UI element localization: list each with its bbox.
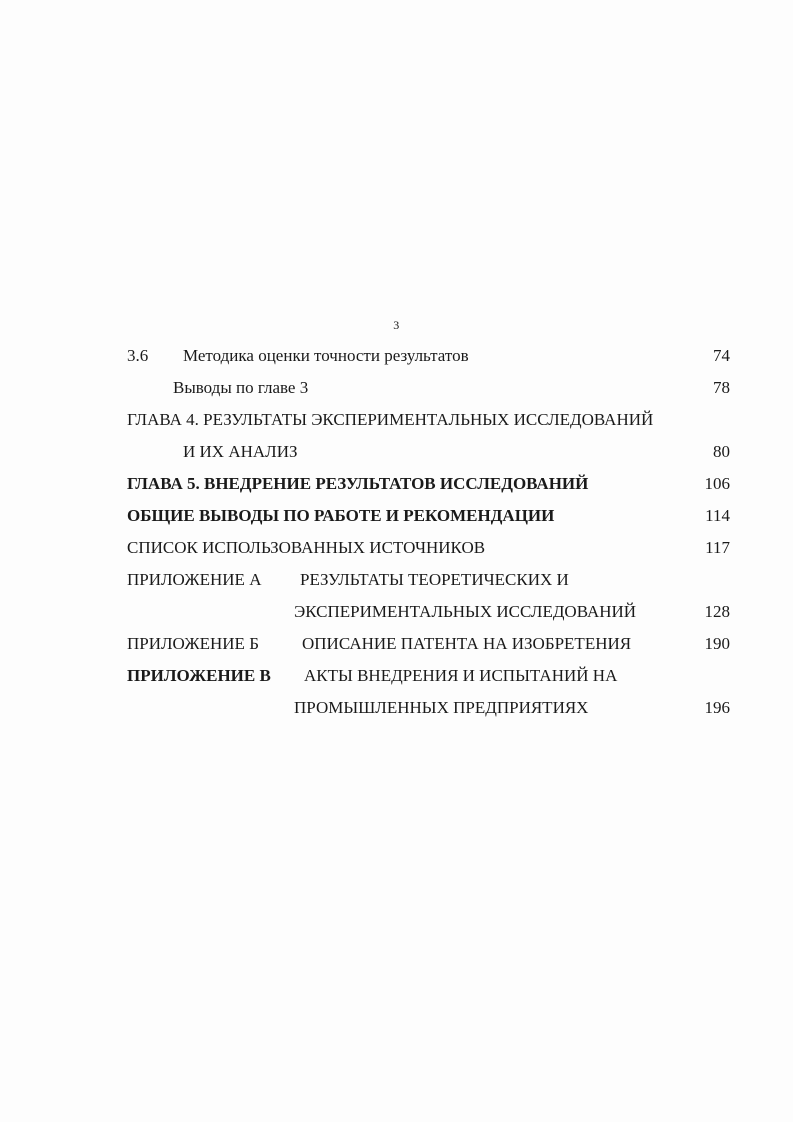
page-number: 3	[393, 318, 400, 332]
toc-chapter-title-continued: И ИХ АНАЛИЗ	[183, 442, 298, 461]
toc-appendix-label: ПРИЛОЖЕНИЕ Б	[127, 634, 259, 653]
toc-chapter-title: СПИСОК ИСПОЛЬЗОВАННЫХ ИСТОЧНИКОВ	[127, 538, 486, 557]
toc-page-number: 114	[705, 506, 730, 525]
toc-appendix-title-continued: ПРОМЫШЛЕННЫХ ПРЕДПРИЯТИЯХ	[294, 698, 589, 717]
toc-page-number: 78	[713, 378, 730, 397]
toc-page-number: 80	[713, 442, 730, 461]
toc-page-number: 106	[704, 474, 730, 493]
toc-page-number: 128	[704, 602, 730, 621]
toc-section-title: Методика оценки точности результатов	[183, 346, 469, 365]
toc-appendix-title: АКТЫ ВНЕДРЕНИЯ И ИСПЫТАНИЙ НА	[304, 666, 618, 685]
toc-page-number: 190	[704, 634, 730, 653]
toc-appendix-title-continued: ЭКСПЕРИМЕНТАЛЬНЫХ ИССЛЕДОВАНИЙ	[294, 602, 637, 621]
toc-page-number: 196	[704, 698, 730, 717]
toc-appendix-title: ОПИСАНИЕ ПАТЕНТА НА ИЗОБРЕТЕНИЯ	[302, 634, 632, 653]
toc-page-number: 74	[713, 346, 730, 365]
toc-page-number: 117	[705, 538, 730, 557]
toc-appendix-title: РЕЗУЛЬТАТЫ ТЕОРЕТИЧЕСКИХ И	[300, 570, 569, 589]
toc-appendix-label: ПРИЛОЖЕНИЕ А	[127, 570, 262, 589]
toc-chapter-title: ОБЩИЕ ВЫВОДЫ ПО РАБОТЕ И РЕКОМЕНДАЦИИ	[127, 506, 555, 525]
toc-appendix-label: ПРИЛОЖЕНИЕ В	[127, 666, 271, 685]
toc-section-number: 3.6	[127, 346, 149, 365]
toc-chapter-title: ГЛАВА 5. ВНЕДРЕНИЕ РЕЗУЛЬТАТОВ ИССЛЕДОВАНИЙ	[127, 474, 589, 493]
toc-section-title: Выводы по главе 3	[173, 378, 309, 397]
toc-chapter-title: ГЛАВА 4. РЕЗУЛЬТАТЫ ЭКСПЕРИМЕНТАЛЬНЫХ ИССЛЕДОВАНИЙ	[127, 410, 654, 429]
